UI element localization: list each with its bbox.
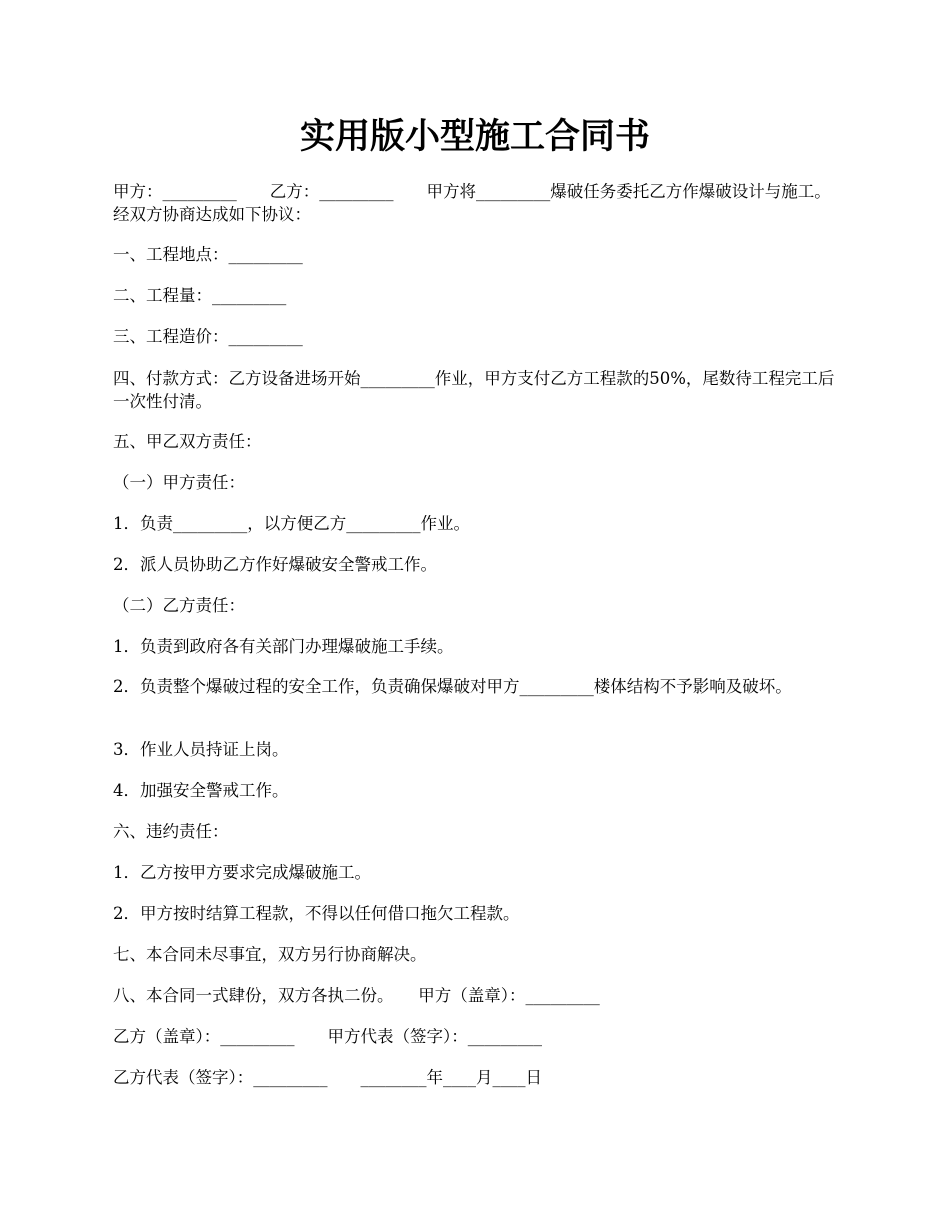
paragraph-party-b-item-1: 1．负责到政府各有关部门办理爆破施工手续。 [113, 637, 454, 656]
paragraph-quantity: 二、工程量：_________ [113, 286, 287, 305]
paragraph-party-a-item-1: 1．负责_________，以方便乙方_________作业。 [113, 514, 470, 533]
paragraph-party-a-heading: （一）甲方责任： [113, 473, 245, 492]
paragraph-parties: 甲方：_________ 乙方：_________ 甲方将_________爆破任务委托乙方作爆破设计与施工。经双方协商达成如下协议： [113, 182, 831, 224]
paragraph-responsibilities: 五、甲乙双方责任： [113, 432, 262, 451]
paragraph-cost: 三、工程造价：_________ [113, 327, 303, 346]
paragraph-party-b-item-2: 2．负责整个爆破过程的安全工作，负责确保爆破对甲方_________楼体结构不予影响及破坏。 [113, 677, 792, 696]
paragraph-copies-and-seal-a: 八、本合同一式肆份，双方各执二份。 甲方（盖章）：_________ [113, 986, 600, 1005]
paragraph-party-b-heading: （二）乙方责任： [113, 596, 245, 615]
paragraph-location: 一、工程地点：_________ [113, 245, 303, 264]
document-title: 实用版小型施工合同书 [299, 116, 650, 157]
paragraph-payment: 四、付款方式：乙方设备进场开始_________作业，甲方支付乙方工程款的50%，尾数待工程完工后一次性付清。 [113, 369, 835, 411]
paragraph-breach-item-1: 1．乙方按甲方要求完成爆破施工。 [113, 863, 371, 882]
paragraph-other-matters: 七、本合同未尽事宜，双方另行协商解决。 [113, 945, 427, 964]
paragraph-seal-b-and-rep-a: 乙方（盖章）：_________ 甲方代表（签字）：_________ [113, 1027, 542, 1046]
paragraph-breach-heading: 六、违约责任： [113, 822, 229, 841]
paragraph-party-b-item-3: 3．作业人员持证上岗。 [113, 740, 289, 759]
paragraph-party-b-item-4: 4．加强安全警戒工作。 [113, 781, 289, 800]
paragraph-rep-b-and-date: 乙方代表（签字）：_________ ________年____月____日 [113, 1068, 542, 1087]
paragraph-party-a-item-2: 2．派人员协助乙方作好爆破安全警戒工作。 [113, 555, 437, 574]
paragraph-breach-item-2: 2．甲方按时结算工程款，不得以任何借口拖欠工程款。 [113, 904, 520, 923]
